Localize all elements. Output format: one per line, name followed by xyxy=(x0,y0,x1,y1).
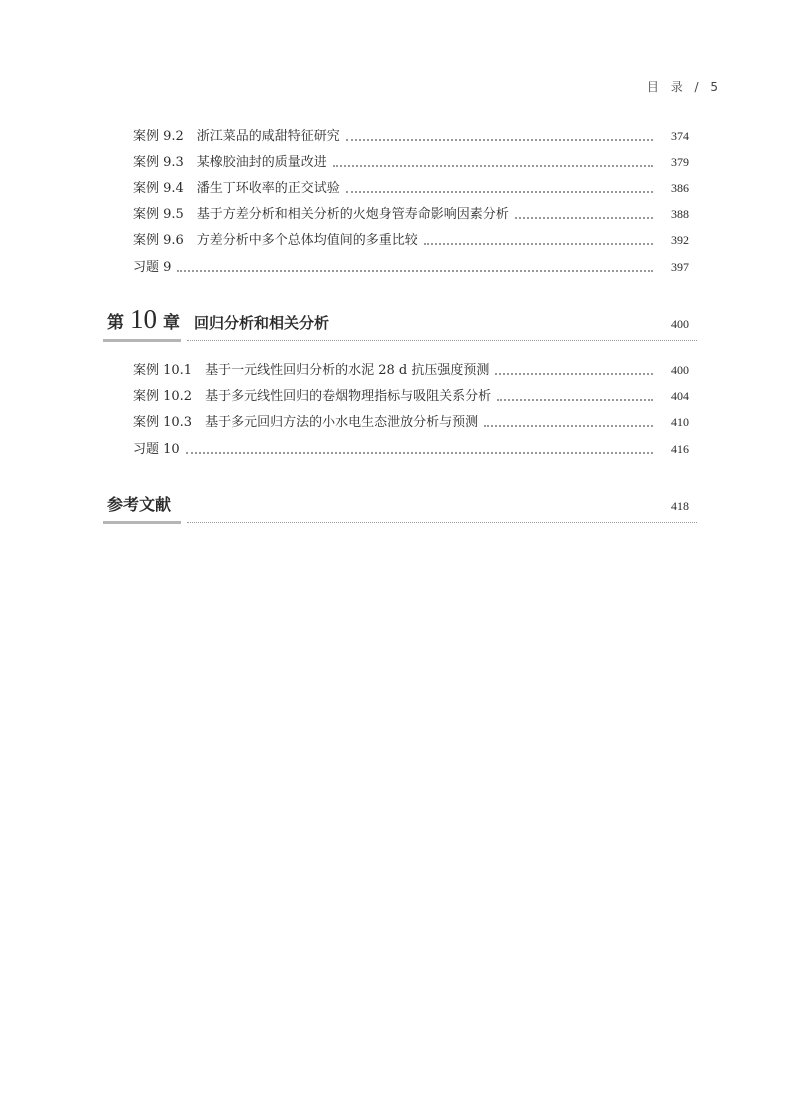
chapter-10-heading[interactable] xyxy=(103,302,697,342)
toc-entry-page: 374 xyxy=(671,129,689,143)
toc-entry-9-6[interactable] xyxy=(133,231,689,250)
toc-entry-label: 案例 10.3 基于多元回归方法的小水电生态泄放分析与预测 xyxy=(133,415,479,430)
toc-entry-10-2[interactable] xyxy=(133,387,689,406)
toc-entry-page: 388 xyxy=(671,207,689,221)
toc-entry-label: 案例 9.6 方差分析中多个总体均值间的多重比较 xyxy=(133,233,418,248)
chapter-prefix: 第 xyxy=(107,313,124,333)
toc-entry-page: 386 xyxy=(671,181,689,195)
dot-leader xyxy=(346,190,653,193)
references-rule-thick xyxy=(103,521,181,524)
toc-entry-label: 习题 9 xyxy=(133,260,172,275)
toc-entry-9-4[interactable] xyxy=(133,179,689,198)
toc-entry-label: 案例 10.1 基于一元线性回归分析的水泥 28 d 抗压强度预测 xyxy=(133,363,490,378)
dot-leader xyxy=(186,451,653,454)
references-title: 参考文献 xyxy=(107,495,172,514)
toc-entry-label: 案例 9.3 某橡胶油封的质量改进 xyxy=(133,155,327,170)
dot-leader xyxy=(333,164,653,167)
dot-leader xyxy=(177,269,653,272)
references-rule-dotted xyxy=(187,522,697,523)
toc-entry-label: 案例 9.4 潘生丁环收率的正交试验 xyxy=(133,181,340,196)
toc-entry-label: 案例 9.2 浙江菜品的咸甜特征研究 xyxy=(133,129,340,144)
toc-entry-9-3[interactable] xyxy=(133,153,689,172)
toc-entry-10-3[interactable] xyxy=(133,413,689,432)
chapter-number: 10 xyxy=(130,304,157,334)
dot-leader xyxy=(484,424,653,427)
toc-entry-label: 习题 10 xyxy=(133,442,180,457)
chapter-title: 回归分析和相关分析 xyxy=(194,314,330,332)
references-title-group xyxy=(107,492,171,515)
toc-entry-10-1[interactable] xyxy=(133,361,689,380)
toc-entry-page: 397 xyxy=(671,260,689,274)
toc-entry-page: 400 xyxy=(671,363,689,377)
toc-entry-page: 404 xyxy=(671,389,689,403)
chapter-rule-thick xyxy=(103,339,181,342)
toc-entry-exercises-10[interactable] xyxy=(133,440,689,459)
toc-entry-9-2[interactable] xyxy=(133,127,689,146)
toc-entry-page: 392 xyxy=(671,233,689,247)
toc-entry-exercises-9[interactable] xyxy=(133,258,689,277)
toc-entry-page: 379 xyxy=(671,155,689,169)
dot-leader xyxy=(515,216,653,219)
toc-entry-label: 案例 9.5 基于方差分析和相关分析的火炮身管寿命影响因素分析 xyxy=(133,207,509,222)
toc-entry-9-5[interactable] xyxy=(133,205,689,224)
chapter-page: 400 xyxy=(671,317,689,331)
dot-leader xyxy=(495,372,653,375)
dot-leader xyxy=(346,138,653,141)
dot-leader xyxy=(424,242,653,245)
running-header: 目 录 / 5 xyxy=(646,80,722,94)
references-page: 418 xyxy=(671,499,689,513)
toc-entry-label: 案例 10.2 基于多元线性回归的卷烟物理指标与吸阻关系分析 xyxy=(133,389,492,404)
references-heading[interactable] xyxy=(103,484,697,524)
chapter-title-group xyxy=(107,304,330,334)
dot-leader xyxy=(497,398,653,401)
chapter-suffix: 章 xyxy=(163,313,180,333)
toc-entry-page: 410 xyxy=(671,415,689,429)
toc-entry-page: 416 xyxy=(671,442,689,456)
chapter-rule-dotted xyxy=(187,340,697,341)
